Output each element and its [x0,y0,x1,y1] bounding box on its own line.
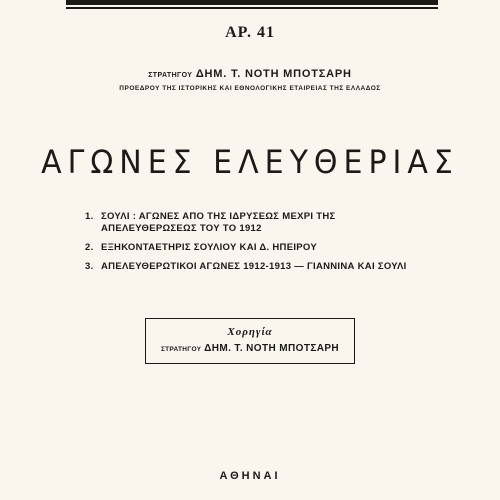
contents-item [85,242,425,254]
contents-item [85,261,425,273]
contents-item [85,211,425,235]
sponsor-label: Χορηγία [227,326,273,338]
sponsor-line [146,343,354,354]
contents-item-text: ΑΠΕΛΕΥΘΕΡΩΤΙΚΟΙ ΑΓΩΝΕΣ 1912-1913 — ΓΙΑΝΝΙΝΑ ΚΑΙ ΣΟΥΛΙ [101,261,407,272]
contents-list [85,211,425,280]
sponsor-rank: ΣΤΡΑΤΗΓΟΥ [160,346,202,353]
author-rank: ΣΤΡΑΤΗΓΟΥ [148,72,193,79]
contents-item-text: ΣΟΥΛΙ : ΑΓΩΝΕΣ ΑΠΟ ΤΗΣ ΙΔΡΥΣΕΩΣ ΜΕΧΡΙ ΤΗΣ ΑΠΕΛΕΥΘΕΡΩΣΕΩΣ ΤΟΥ ΤΟ 1912 [101,211,336,234]
contents-item-number: 1. [85,211,94,222]
author-line [0,68,500,80]
author-name: ΔΗΜ. Τ. ΝΟΤΗ ΜΠΟΤΣΑΡΗ [195,68,352,80]
top-rule-thick [66,0,438,5]
contents-item-text: ΕΞΗΚΟΝΤΑΕΤΗΡΙΣ ΣΟΥΛΙΟΥ ΚΑΙ Δ. ΗΠΕΙΡΟΥ [101,242,317,253]
volume-number: ΑΡ. 41 [225,24,275,41]
book-title: ΑΓΩΝΕΣ ΕΛΕΥΘΕΡΙΑΣ [41,143,459,182]
contents-item-number: 3. [85,261,94,272]
sponsor-box [145,318,355,364]
author-position: ΠΡΟΕΔΡΟΥ ΤΗΣ ΙΣΤΟΡΙΚΗΣ ΚΑΙ ΕΘΝΟΛΟΓΙΚΗΣ ΕΤΑΙΡΕΙΑΣ ΤΗΣ ΕΛΛΑΔΟΣ [119,85,381,92]
top-rule-thin [66,7,438,9]
contents-item-number: 2. [85,242,94,253]
sponsor-name: ΔΗΜ. Τ. ΝΟΤΗ ΜΠΟΤΣΑΡΗ [204,343,340,354]
publication-place: ΑΘΗΝΑΙ [219,470,281,482]
